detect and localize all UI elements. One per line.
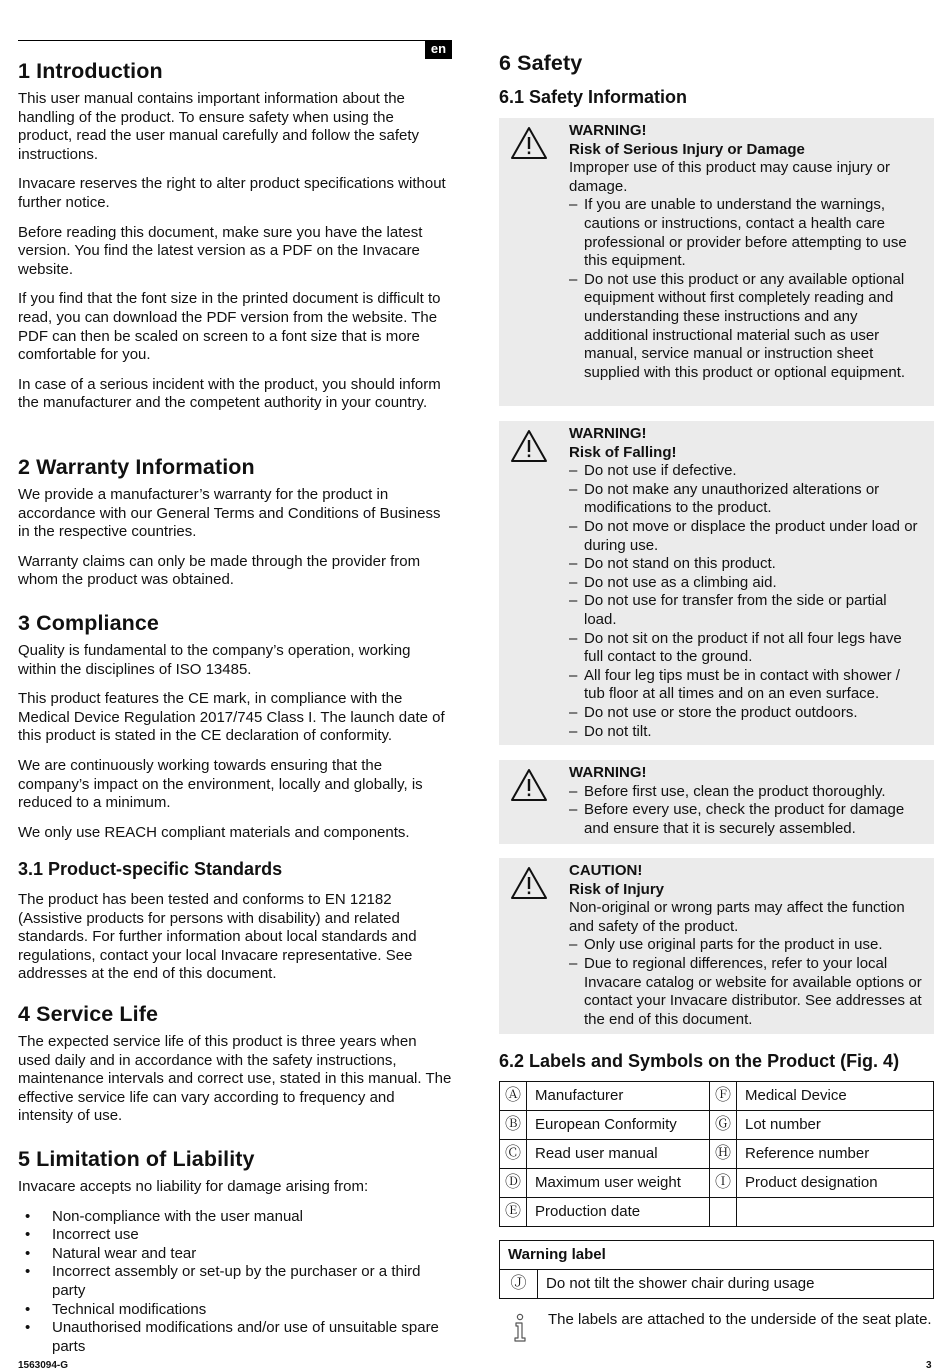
section-title-safety: 6 Safety bbox=[499, 51, 583, 75]
table-cell: Ⓑ bbox=[500, 1111, 527, 1140]
paragraph: Before reading this document, make sure you have the latest version. You find the latest version as a PDF on the Invacare website. bbox=[18, 223, 423, 278]
paragraph: We only use REACH compliant materials and components. bbox=[18, 823, 410, 841]
paragraph: In case of a serious incident with the product, you should inform the manufacturer and the competent authority in your country. bbox=[18, 375, 441, 412]
list-item: – Do not move or displace the product under load or during use. bbox=[569, 517, 918, 554]
warning-label-table bbox=[499, 1240, 934, 1299]
table-cell: Do not tilt the shower chair during usage bbox=[538, 1270, 934, 1299]
list-item: • Non-compliance with the user manual bbox=[25, 1207, 303, 1225]
section-title-introduction: 1 Introduction bbox=[18, 59, 163, 83]
paragraph: Quality is fundamental to the company’s operation, working within the disciplines of ISO 13485. bbox=[18, 642, 411, 678]
table-row bbox=[500, 1241, 934, 1270]
table-cell: Ⓒ bbox=[500, 1140, 527, 1169]
warning-triangle-icon bbox=[510, 126, 548, 160]
list-item: • Unauthorised modifications and/or use of unsuitable spare parts bbox=[25, 1319, 439, 1355]
table-row bbox=[500, 1140, 934, 1169]
warning-box-falling bbox=[499, 421, 934, 745]
section-introduction bbox=[18, 58, 452, 413]
table-cell: Product designation bbox=[737, 1169, 934, 1198]
signal-word: WARNING! bbox=[569, 425, 647, 442]
table-cell: Ⓔ bbox=[500, 1198, 527, 1227]
section-title-compliance: 3 Compliance bbox=[18, 611, 159, 635]
table-row bbox=[500, 1169, 934, 1198]
warning-box-serious-injury bbox=[499, 118, 934, 406]
hazard-title: Risk of Falling! bbox=[569, 443, 677, 461]
table-cell bbox=[710, 1198, 737, 1227]
section-title-safety-information: 6.1 Safety Information bbox=[499, 87, 688, 107]
hazard-title: Risk of Injury bbox=[569, 880, 665, 898]
section-title-labels: 6.2 Labels and Symbols on the Product (Fig. 4) bbox=[499, 1051, 900, 1071]
table-cell: Lot number bbox=[737, 1111, 934, 1140]
paragraph: This user manual contains important information about the handling of the product. To ensure safety when using the product, read the user manual carefully and follow the safety instructions. bbox=[18, 90, 420, 163]
list-item: • Natural wear and tear bbox=[25, 1244, 197, 1262]
instruction-list bbox=[569, 196, 922, 382]
list-item: – Before every use, check the product for damage and ensure that it is securely assembled. bbox=[569, 801, 905, 837]
list-item: – Before first use, clean the product thoroughly. bbox=[569, 782, 886, 800]
table-cell: Ⓕ bbox=[710, 1082, 737, 1111]
hazard-text: Non-original or wrong parts may affect the function and safety of the product. bbox=[569, 899, 905, 935]
list-item: – If you are unable to understand the warnings, cautions or instructions, contact a health care professional or provider before attempting to use this equipment. bbox=[569, 196, 907, 270]
list-item: – Due to regional differences, refer to your local Invacare catalog or website for available options or contact your Invacare distributor. See addresses at the end of this document. bbox=[569, 954, 922, 1028]
table-cell bbox=[737, 1198, 934, 1227]
top-rule bbox=[18, 40, 452, 41]
list-item: – Do not use as a climbing aid. bbox=[569, 573, 777, 591]
instruction-list bbox=[569, 936, 922, 1029]
paragraph: We provide a manufacturer’s warranty for the product in accordance with our General Terms and Conditions of Business in the respective countries. bbox=[18, 486, 441, 541]
list-item: • Technical modifications bbox=[25, 1300, 207, 1318]
section-product-standards bbox=[18, 858, 452, 984]
paragraph: Invacare accepts no liability for damage arising from: bbox=[18, 1178, 369, 1195]
table-cell: Production date bbox=[527, 1198, 710, 1227]
paragraph: The expected service life of this product is three years when used daily and in accordance with the safety instructions, maintenance intervals and correct use, stated in this manual. The effective service life can vary according to frequency and intensity of use. bbox=[18, 1033, 452, 1125]
document-number: 1563094-G bbox=[18, 1360, 69, 1371]
paragraph: If you find that the font size in the printed document is difficult to read, you can download the PDF version from the website. The PDF can then be scaled on screen to a font size that is more comfortable for you. bbox=[18, 290, 441, 364]
table-cell: Read user manual bbox=[527, 1140, 710, 1169]
signal-word: WARNING! bbox=[569, 122, 647, 139]
liability-list bbox=[18, 1208, 452, 1357]
list-item: – Do not sit on the product if not all four legs have full contact to the ground. bbox=[569, 629, 902, 666]
hazard-text: Improper use of this product may cause injury or damage. bbox=[569, 159, 890, 195]
info-note bbox=[499, 1311, 934, 1330]
paragraph: Invacare reserves the right to alter product specifications without further notice. bbox=[18, 175, 446, 211]
table-cell: European Conformity bbox=[527, 1111, 710, 1140]
page-number: 3 bbox=[926, 1360, 932, 1371]
caution-box-injury bbox=[499, 858, 934, 1034]
table-header: Warning label bbox=[500, 1241, 934, 1270]
list-item: – Do not use this product or any available optional equipment without first completely reading and understanding these instructions and any additional instructional material such as user manual, service manual or instruction sheet supplied with this product or optional equipment. bbox=[569, 270, 906, 381]
hazard-title: Risk of Serious Injury or Damage bbox=[569, 140, 805, 158]
section-service-life bbox=[18, 1001, 452, 1126]
warning-triangle-icon bbox=[510, 429, 548, 463]
info-text: The labels are attached to the underside of the seat plate. bbox=[548, 1311, 932, 1328]
table-cell: Ⓗ bbox=[710, 1140, 737, 1169]
list-item: – Do not use if defective. bbox=[569, 462, 737, 480]
paragraph: We are continuously working towards ensuring that the company’s impact on the environment, locally and globally, is reduced to a minimum. bbox=[18, 756, 423, 812]
info-icon bbox=[509, 1313, 531, 1343]
table-cell: Ⓐ bbox=[500, 1082, 527, 1111]
list-item: – Do not make any unauthorized alterations or modifications to the product. bbox=[569, 480, 880, 517]
warning-box-cleaning bbox=[499, 760, 934, 844]
labels-table bbox=[499, 1081, 934, 1227]
table-row bbox=[500, 1082, 934, 1111]
instruction-list bbox=[569, 462, 922, 741]
signal-word: CAUTION! bbox=[569, 862, 643, 879]
language-badge: en bbox=[425, 40, 452, 59]
section-liability bbox=[18, 1146, 452, 1356]
section-title-standards: 3.1 Product-specific Standards bbox=[18, 859, 283, 879]
section-title-warranty: 2 Warranty Information bbox=[18, 455, 255, 479]
section-title-service-life: 4 Service Life bbox=[18, 1002, 159, 1026]
list-item: • Incorrect use bbox=[25, 1226, 139, 1244]
table-cell: Ⓘ bbox=[710, 1169, 737, 1198]
list-item: – Only use original parts for the product in use. bbox=[569, 936, 883, 954]
paragraph: The product has been tested and conforms to EN 12182 (Assistive products for persons with disability) and related standards. For further information about local standards and regulations, contact your local Invacare representative. See addresses at the end of this document. bbox=[18, 891, 417, 983]
table-cell: Ⓓ bbox=[500, 1169, 527, 1198]
list-item: • Incorrect assembly or set-up by the purchaser or a third party bbox=[25, 1263, 421, 1299]
list-item: – All four leg tips must be in contact with shower / tub floor at all times and on an even surface. bbox=[569, 666, 900, 703]
list-item: – Do not use for transfer from the side or partial load. bbox=[569, 592, 887, 628]
table-cell: Ⓖ bbox=[710, 1111, 737, 1140]
signal-word: WARNING! bbox=[569, 764, 647, 781]
table-row bbox=[500, 1198, 934, 1227]
table-cell: Medical Device bbox=[737, 1082, 934, 1111]
list-item: – Do not stand on this product. bbox=[569, 555, 776, 573]
table-row bbox=[500, 1111, 934, 1140]
warning-triangle-icon bbox=[510, 768, 548, 802]
table-cell: Maximum user weight bbox=[527, 1169, 710, 1198]
paragraph: This product features the CE mark, in compliance with the Medical Device Regulation 2017/745 Class I. The launch date of this product is stated in the CE declaration of conformity. bbox=[18, 690, 445, 745]
section-warranty bbox=[18, 454, 452, 590]
warning-triangle-icon bbox=[510, 866, 548, 900]
section-compliance bbox=[18, 610, 452, 842]
table-cell: Manufacturer bbox=[527, 1082, 710, 1111]
table-cell: Reference number bbox=[737, 1140, 934, 1169]
list-item: – Do not tilt. bbox=[569, 722, 652, 740]
instruction-list bbox=[569, 783, 922, 839]
table-cell: Ⓙ bbox=[500, 1270, 538, 1299]
table-row bbox=[500, 1270, 934, 1299]
section-title-liability: 5 Limitation of Liability bbox=[18, 1147, 255, 1171]
paragraph: Warranty claims can only be made through the provider from whom the product was obtained. bbox=[18, 552, 421, 589]
list-item: – Do not use or store the product outdoors. bbox=[569, 703, 858, 721]
